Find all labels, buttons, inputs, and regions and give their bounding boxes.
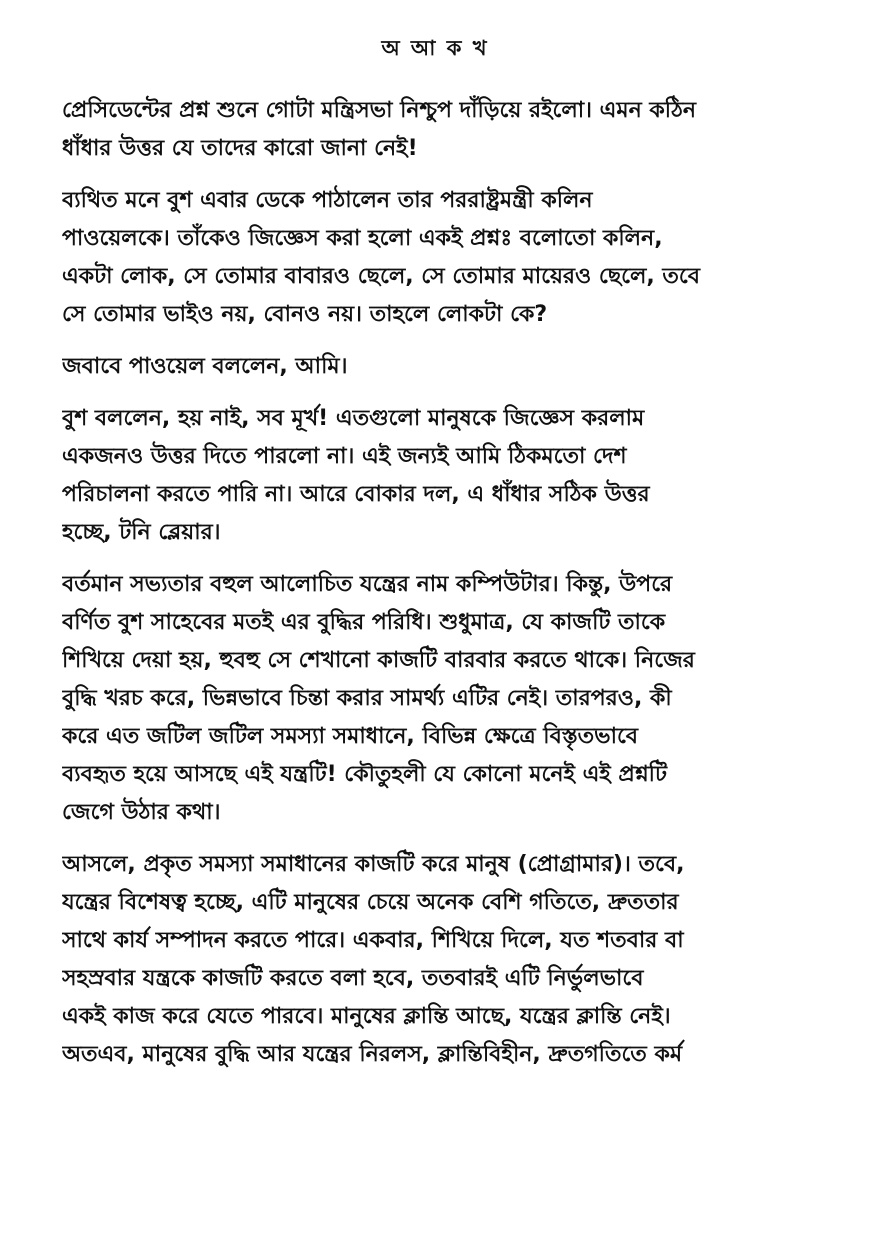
body-text	[62, 92, 822, 1088]
paragraph-2	[62, 182, 822, 334]
text-line: ব্যথিত মনে বুশ এবার ডেকে পাঠালেন তার পররাষ্ট্রমন্ত্রী কলিন	[62, 188, 593, 213]
text-line: পাওয়েলকে। তাঁকেও জিজ্ঞেস করা হলো একই প্রশ্নঃ বলোতো কলিন,	[62, 226, 663, 251]
text-line: যন্ত্রের বিশেষত্ব হচ্ছে, এটি মানুষের চেয়ে অনেক বেশি গতিতে, দ্রুততার	[62, 890, 679, 915]
text-line: সাথে কার্য সম্পাদন করতে পারে। একবার, শিখিয়ে দিলে, যত শতবার বা	[62, 928, 684, 953]
text-line: আসলে, প্রকৃত সমস্যা সমাধানের কাজটি করে মানুষ (প্রোগ্রামার)। তবে,	[62, 852, 685, 877]
text-line: জবাবে পাওয়েল বললেন, আমি।	[62, 354, 348, 379]
text-line: বুশ বললেন, হয় নাই, সব মূর্খ! এতগুলো মানুষকে জিজ্ঞেস করলাম	[62, 406, 645, 431]
text-line: শিখিয়ে দেয়া হয়, হুবহু সে শেখানো কাজটি বারবার করতে থাকে। নিজের	[62, 648, 695, 673]
text-line: একটা লোক, সে তোমার বাবারও ছেলে, সে তোমার মায়েরও ছেলে, তবে	[62, 264, 700, 289]
paragraph-3	[62, 348, 822, 386]
text-line: বর্তমান সভ্যতার বহুল আলোচিত যন্ত্রের নাম কম্পিউটার। কিন্তু, উপরে	[62, 572, 673, 597]
text-line: একজনও উত্তর দিতে পারলো না। এই জন্যই আমি ঠিকমতো দেশ	[62, 444, 627, 469]
text-line: হচ্ছে, টনি ব্লেয়ার।	[62, 520, 221, 545]
text-line: প্রেসিডেন্টের প্রশ্ন শুনে গোটা মন্ত্রিসভা নিশ্চুপ দাঁড়িয়ে রইলো। এমন কঠিন	[62, 98, 696, 123]
text-line: একই কাজ করে যেতে পারবে। মানুষের ক্লান্তি আছে, যন্ত্রের ক্লান্তি নেই।	[62, 1004, 671, 1029]
text-line: সে তোমার ভাইও নয়, বোনও নয়। তাহলে লোকটা কে?	[62, 302, 548, 327]
paragraph-4	[62, 400, 822, 552]
paragraph-1	[62, 92, 822, 168]
text-line: সহস্রবার যন্ত্রকে কাজটি করতে বলা হবে, ততবারই এটি নির্ভুলভাবে	[62, 966, 644, 991]
text-line: ব্যবহৃত হয়ে আসছে এই যন্ত্রটি! কৌতুহলী যে কোনো মনেই এই প্রশ্নটি	[62, 762, 667, 787]
text-line: করে এত জটিল জটিল সমস্যা সমাধানে, বিভিন্ন ক্ষেত্রে বিস্তৃতভাবে	[62, 724, 639, 749]
paragraph-6	[62, 846, 822, 1074]
text-line: বুদ্ধি খরচ করে, ভিন্নভাবে চিন্তা করার সামর্থ্য এটির নেই। তারপরও, কী	[62, 686, 672, 711]
text-line: অতএব, মানুষের বুদ্ধি আর যন্ত্রের নিরলস, ক্লান্তিবিহীন, দ্রুতগতিতে কর্ম	[62, 1042, 683, 1067]
text-line: বর্ণিত বুশ সাহেবের মতই এর বুদ্ধির পরিধি। শুধুমাত্র, যে কাজটি তাকে	[62, 610, 666, 635]
running-header: অ আ ক খ	[381, 36, 489, 60]
paragraph-5	[62, 566, 822, 832]
text-line: পরিচালনা করতে পারি না। আরে বোকার দল, এ ধাঁধার সঠিক উত্তর	[62, 482, 650, 507]
text-line: ধাঁধার উত্তর যে তাদের কারো জানা নেই!	[62, 136, 418, 161]
text-line: জেগে উঠার কথা।	[62, 800, 221, 825]
